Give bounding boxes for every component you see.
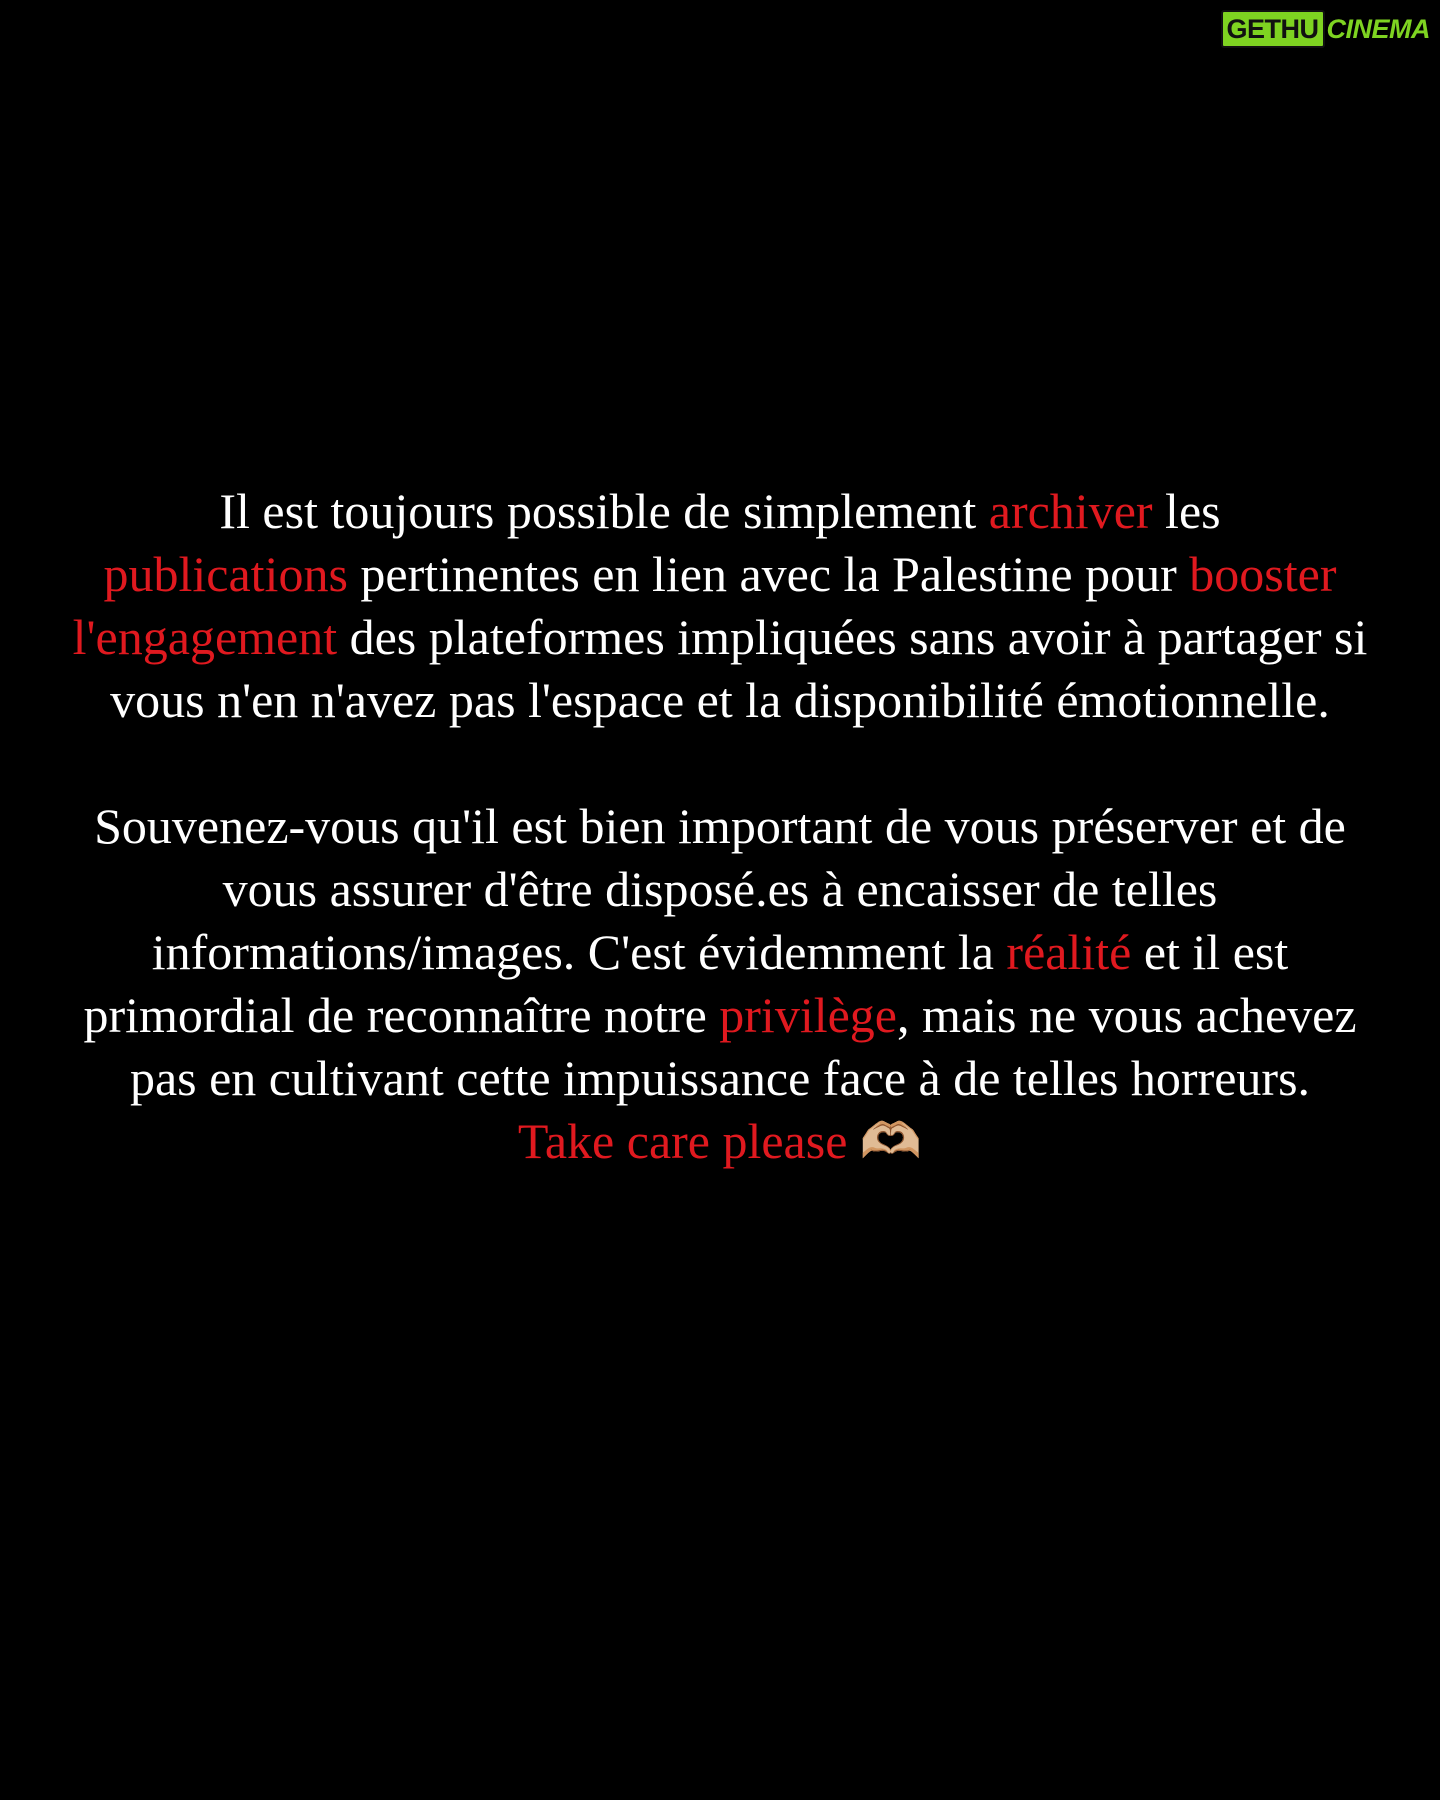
- text-segment: , mais ne vous achevez pas en cultivant cette impuissance face à de telles horreurs.: [129, 987, 1357, 1106]
- closing-take-care: Take care please: [517, 1113, 848, 1169]
- watermark-part-a: GETHU: [1221, 10, 1325, 48]
- text-segment: et il est primordial de reconnaître notre: [83, 924, 1289, 1043]
- text-segment: Il est toujours possible de simplement: [219, 483, 989, 539]
- highlight-booster: booster l'engagement: [72, 546, 1337, 665]
- watermark-logo: [1221, 10, 1433, 48]
- message-text: [60, 480, 1380, 1236]
- text-segment: des plateformes impliquées sans avoir à partager si vous n'en n'avez pas l'espace et la disponibilité émotionnelle.: [110, 609, 1368, 728]
- heart-hands-icon: 🫶🏼: [859, 1113, 923, 1169]
- highlight-publications: publications: [103, 546, 348, 602]
- highlight-realite: réalité: [1006, 924, 1132, 980]
- text-segment: pertinentes en lien avec la Palestine pour: [347, 546, 1190, 602]
- paragraph-archive: [60, 480, 1380, 732]
- text-segment: les: [1152, 483, 1221, 539]
- highlight-privilege: privilège: [719, 987, 897, 1043]
- text-segment: Souvenez-vous qu'il est bien important de vous préserver et de vous assurer d'être disposé.es à encaisser de telles informations/images. C'est évidemment la: [94, 798, 1346, 980]
- highlight-archiver: archiver: [988, 483, 1153, 539]
- watermark-part-b: CINEMA: [1326, 14, 1430, 44]
- paragraph-self-care: [60, 795, 1380, 1173]
